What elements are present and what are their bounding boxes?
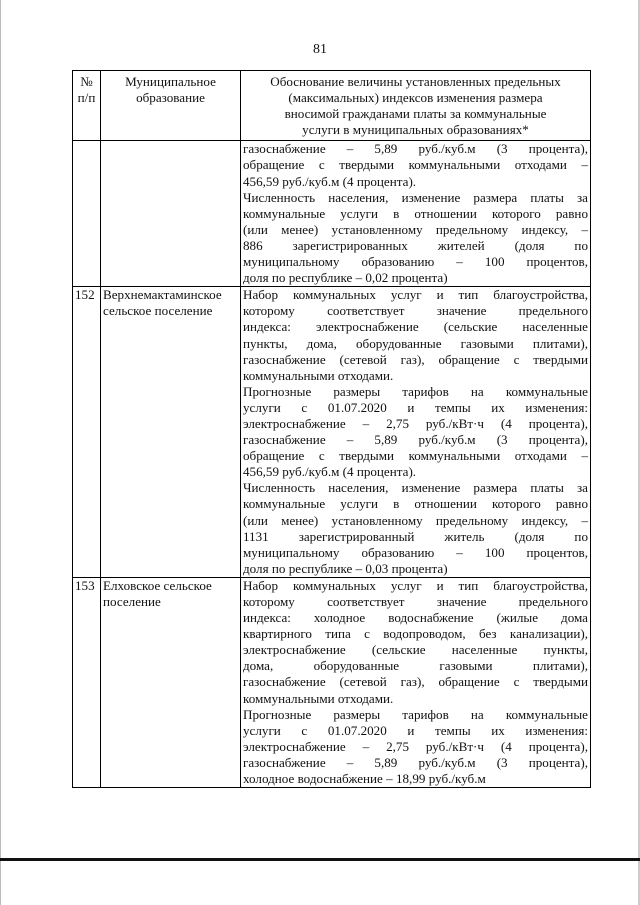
row-number: 152: [73, 287, 101, 578]
text-line: 456,59 руб./куб.м (4 процента).: [243, 464, 417, 480]
scan-bottom-rule: [0, 858, 640, 861]
text-line: которому соответствует значение предельного: [243, 303, 588, 319]
text-line: коммунальными отходами.: [243, 367, 394, 383]
table-row: [73, 287, 591, 578]
municipality-name: [101, 141, 241, 287]
justification-paragraph: [243, 480, 588, 577]
municipality-name-line: Верхнемактаминское: [103, 287, 222, 303]
municipality-name: [101, 577, 241, 787]
text-line: 1131 зарегистрированный житель (доля по: [243, 528, 588, 544]
text-line: муниципальному образованию – 100 процентов,: [243, 254, 588, 270]
text-line: газоснабжение (сетевой газ), обращение с твердыми: [243, 674, 588, 690]
text-line: газоснабжение – 5,89 руб./куб.м (3 процента),: [243, 141, 588, 157]
text-line: пункты, дома, оборудованные газовыми плитами),: [243, 335, 588, 351]
text-line: коммунальными отходами.: [243, 690, 394, 706]
text-line: услуги с 01.07.2020 и темпы их изменения:: [243, 399, 588, 415]
header-municipality: Муниципальное образование: [101, 71, 241, 141]
text-line: (или менее) установленному предельному индексу, –: [243, 221, 588, 237]
text-line: Численность населения, изменение размера платы за: [243, 480, 588, 496]
text-line: доля по республике – 0,03 процента): [243, 560, 448, 576]
text-line: коммунальные услуги в отношении которого равно: [243, 496, 588, 512]
justification-text: [241, 577, 591, 787]
justification-paragraph: [243, 141, 588, 189]
page-number: 81: [313, 42, 327, 57]
table-header-row: [73, 71, 591, 141]
text-line: квартирного типа с водопроводом, без канализации),: [243, 626, 588, 642]
municipality-name-line: Елховское сельское: [103, 577, 212, 593]
justification-paragraph: [243, 287, 588, 384]
text-line: холодное водоснабжение – 18,99 руб./куб.м: [243, 771, 486, 787]
row-number: [73, 141, 101, 287]
text-line: индекса: холодное водоснабжение (жилые дома: [243, 610, 588, 626]
justification-paragraph: [243, 578, 588, 707]
scan-edge-left: [0, 0, 1, 905]
justification-paragraph: [243, 190, 588, 287]
text-line: (или менее) установленному предельному индексу, –: [243, 512, 588, 528]
tariff-table: [72, 70, 591, 788]
text-line: муниципальному образованию – 100 процентов,: [243, 544, 588, 560]
text-line: Прогнозные размеры тарифов на коммунальные: [243, 706, 588, 722]
text-line: газоснабжение (сетевой газ), обращение с твердыми: [243, 351, 588, 367]
municipality-name-line: поселение: [103, 594, 161, 609]
table-row: [73, 577, 591, 787]
justification-text: [241, 141, 591, 287]
text-line: доля по республике – 0,02 процента): [243, 270, 448, 286]
text-line: дома, оборудованные газовыми плитами),: [243, 658, 588, 674]
justification-text: [241, 287, 591, 578]
justification-paragraph: [243, 707, 588, 787]
text-line: коммунальные услуги в отношении которого равно: [243, 205, 588, 221]
text-line: которому соответствует значение предельного: [243, 594, 588, 609]
text-line: электроснабжение – 2,75 руб./кВт·ч (4 процента),: [243, 415, 588, 431]
text-line: Набор коммунальных услуг и тип благоустройства,: [243, 287, 588, 303]
header-justification: Обоснование величины установленных предельных (максимальных) индексов изменения размера вносимой гражданами платы за коммунальные услуги в муниципальных образованиях*: [241, 71, 591, 141]
text-line: газоснабжение – 5,89 руб./куб.м (3 процента),: [243, 432, 588, 448]
text-line: Численность населения, изменение размера платы за: [243, 189, 588, 205]
text-line: 886 зарегистрированных жителей (доля по: [243, 237, 588, 253]
text-line: электроснабжение – 2,75 руб./кВт·ч (4 процента),: [243, 738, 588, 754]
text-line: обращение с твердыми коммунальными отходами –: [243, 448, 588, 464]
text-line: обращение с твердыми коммунальными отходами –: [243, 157, 588, 173]
text-line: 456,59 руб./куб.м (4 процента).: [243, 173, 417, 189]
text-line: Набор коммунальных услуг и тип благоустройства,: [243, 577, 588, 593]
text-line: электроснабжение (сельские населенные пункты,: [243, 642, 588, 658]
text-line: услуги с 01.07.2020 и темпы их изменения:: [243, 722, 588, 738]
municipality-name-line: сельское поселение: [103, 303, 213, 319]
table-row: [73, 141, 591, 287]
text-line: Прогнозные размеры тарифов на коммунальные: [243, 383, 588, 399]
row-number: 153: [73, 577, 101, 787]
text-line: индекса: электроснабжение (сельские населенные: [243, 319, 588, 335]
municipality-name: [101, 287, 241, 578]
text-line: газоснабжение – 5,89 руб./куб.м (3 процента),: [243, 754, 588, 770]
justification-paragraph: [243, 384, 588, 481]
header-number: № п/п: [73, 71, 101, 141]
